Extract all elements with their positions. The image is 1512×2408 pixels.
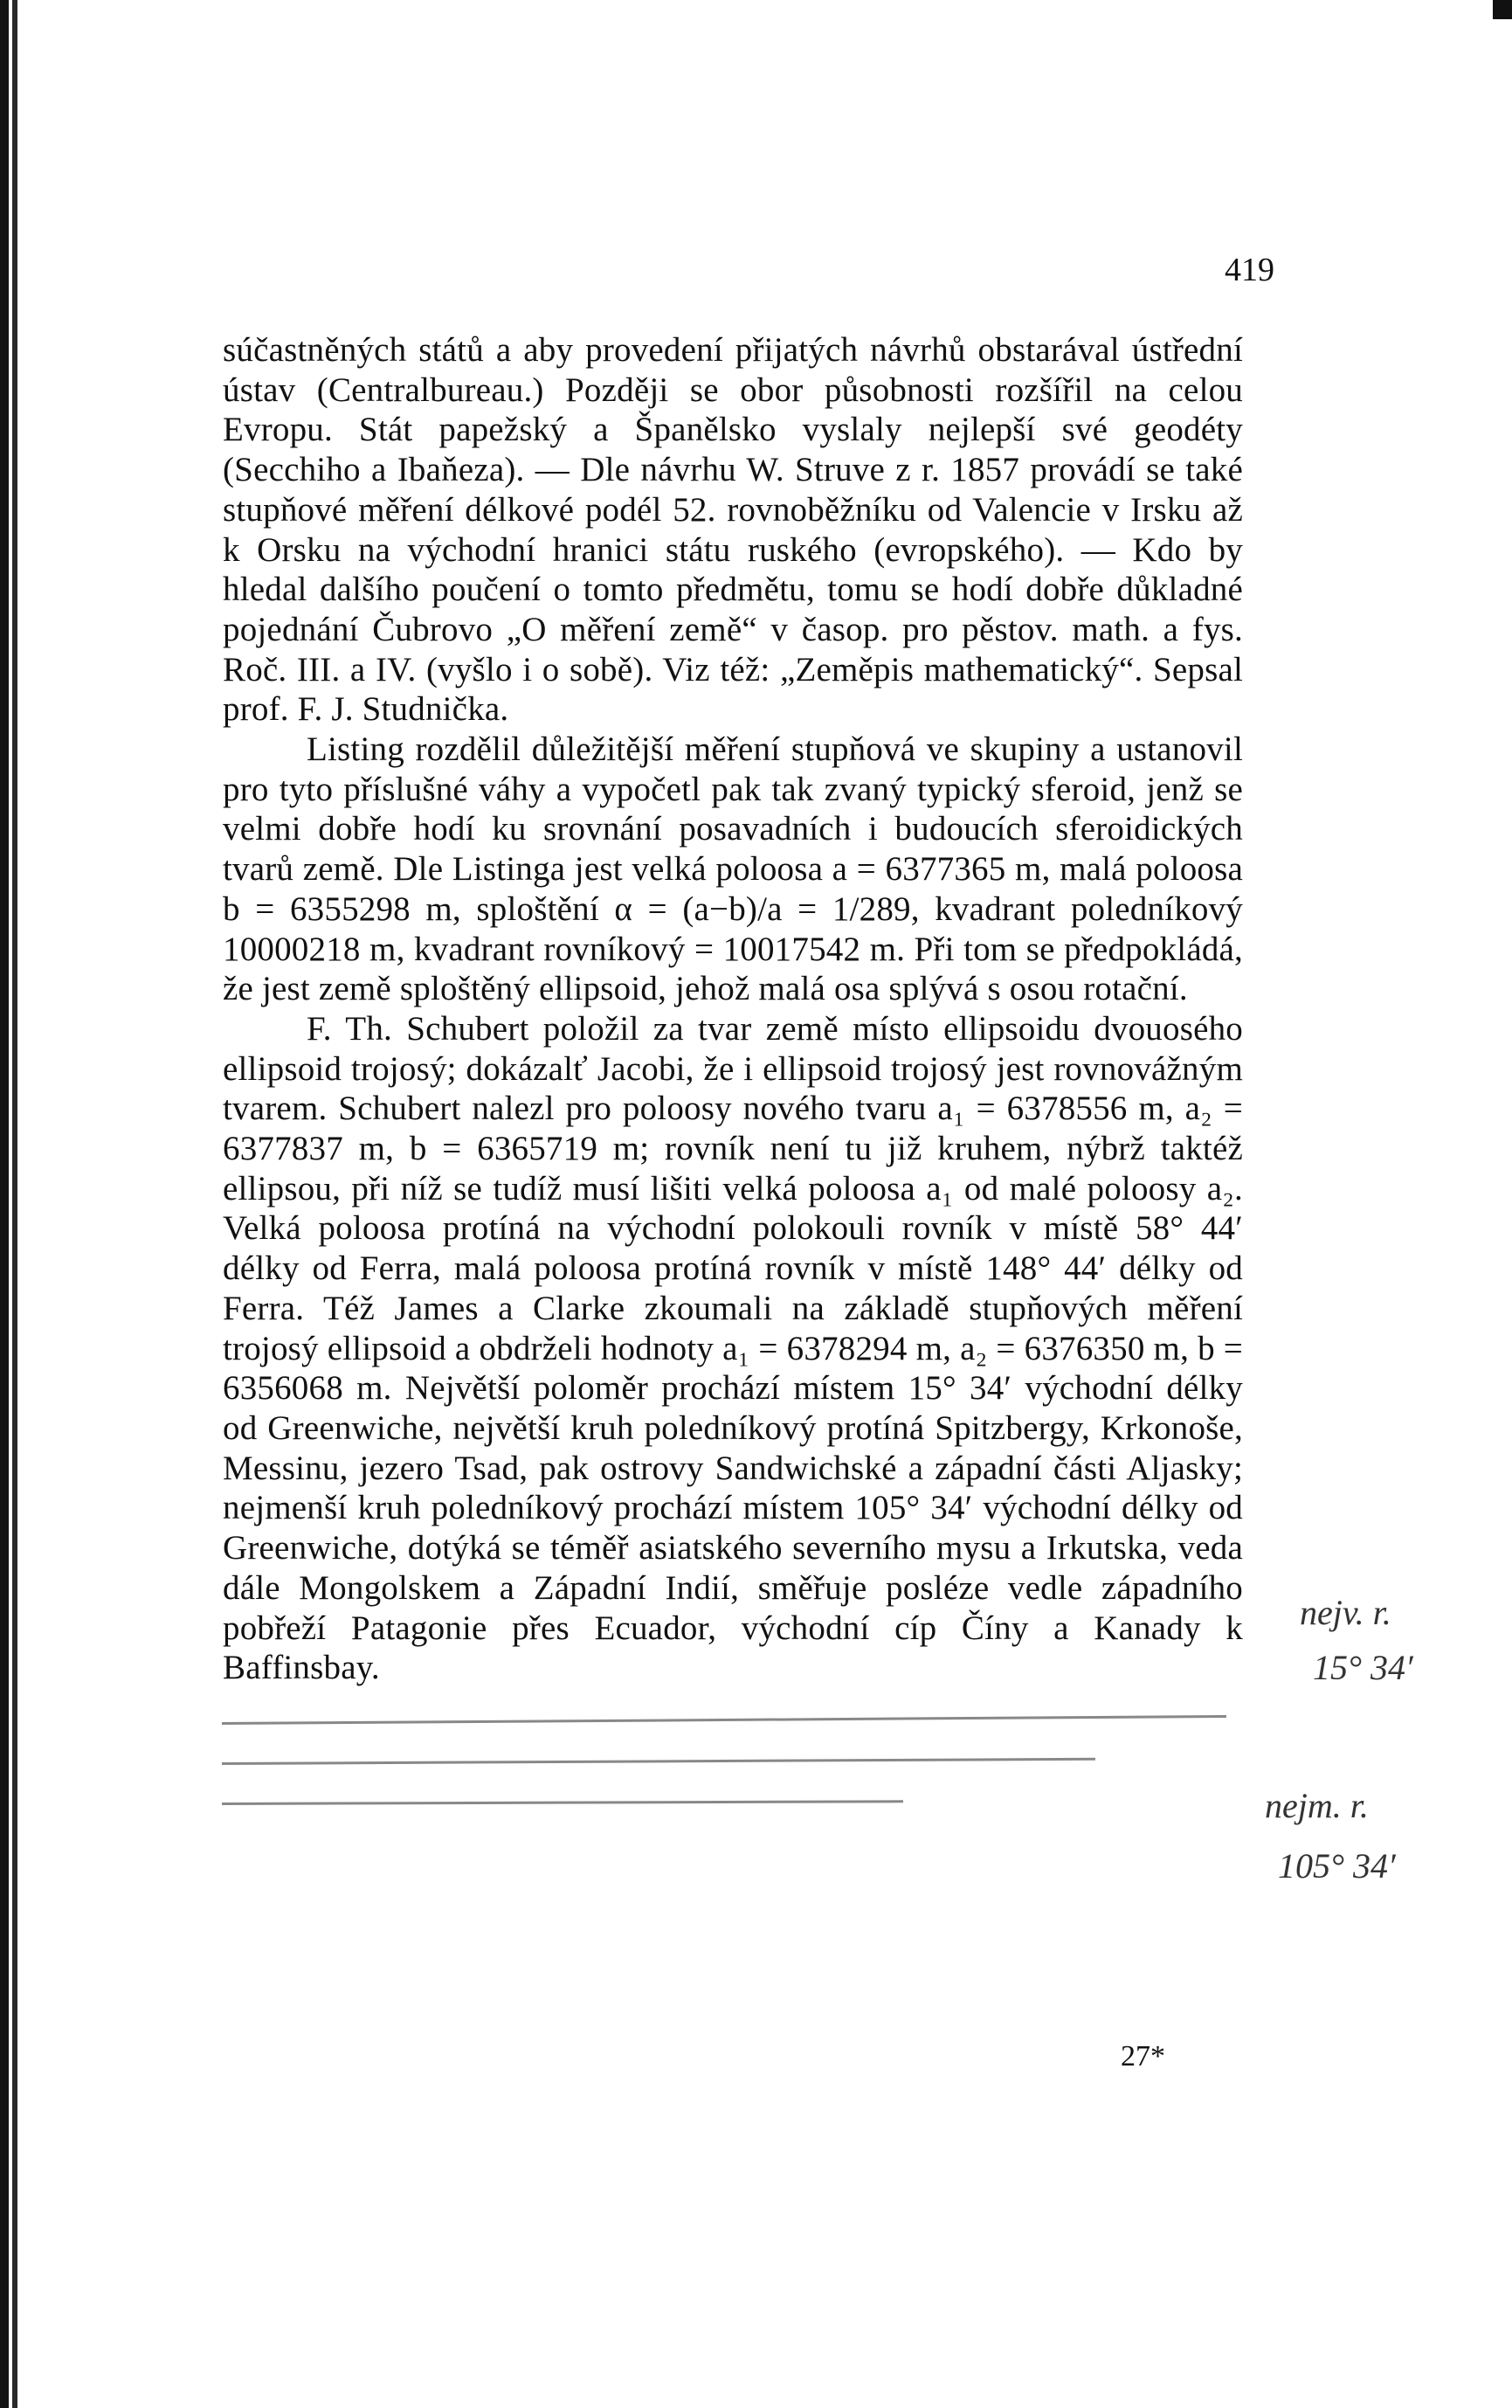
scan-corner-mark (1493, 0, 1512, 19)
body-text (223, 330, 1243, 1688)
margin-note: nejm. r. (1265, 1786, 1369, 1825)
pencil-underline (222, 1800, 903, 1805)
paragraph-3: F. Th. Schubert položil za tvar země místo ellipsoidu dvouosého ellipsoid trojosý; dokázalť Jacobi, že i ellipsoid trojosý jest rovnovážným tvarem. Schubert nalezl pro poloosy nového tvaru a₁ = 6378556 m, a₂ = 6377837 m, b = 6365719 m; rovník není tu již kruhem, nýbrž taktéž ellipsou, při níž se tudíž musí lišiti velká poloosa a₁ od malé poloosy a₂. Velká poloosa protíná na východní polokouli rovník v místě 58° 44′ délky od Ferra, malá poloosa protíná rovník v místě 148° 44′ délky od Ferra. Též James a Clarke zkoumali na základě stupňových měření trojosý ellipsoid a obdrželi hodnoty a₁ = 6378294 m, a₂ = 6376350 m, b = 6356068 m. Největší poloměr prochází místem 15° 34′ východní délky od Greenwiche, největší kruh poledníkový protíná Spitzbergy, Krkonoše, Messinu, jezero Tsad, pak ostrovy Sandwichské a západní části Aljasky; nejmenší kruh poledníkový prochází místem 105° 34′ východní délky od Greenwiche, dotýká se téměř asiatského severního mysu a Irkutska, veda dále Mongolskem a Západní Indií, směřuje posléze vedle západního pobřeží Patagonie přes Ecuador, východní cíp Číny a Kanady k Baffinsbay. (223, 1009, 1243, 1687)
margin-note: nejv. r. (1300, 1593, 1391, 1632)
paragraph-1: súčastněných států a aby provedení přijatých návrhů obstarával ústřední ústav (Centralbureau.) Později se obor působnosti rozšířil na celou Evropu. Stát papežský a Španělsko vyslaly nejlepší své geodéty (Secchiho a Ibaňeza). — Dle návrhu W. Struve z r. 1857 provádí se také stupňové měření délkové podél 52. rovnoběžníku od Valencie v Irsku až k Orsku na východní hranici státu ruského (evropského). — Kdo by hledal dalšího poučení o tomto předmětu, tomu se hodí dobře důkladné pojednání Čubrovo „O měření země“ v časop. pro pěstov. math. a fys. Roč. III. a IV. (vyšlo i o sobě). Viz též: „Zeměpis mathematický“. Sepsal prof. F. J. Studnička. (223, 331, 1243, 729)
pencil-underline (222, 1715, 1226, 1725)
scan-left-edge (0, 0, 9, 2408)
margin-note: 15° 34′ (1313, 1648, 1413, 1687)
pencil-underline (222, 1758, 1095, 1765)
paragraph-2: Listing rozdělil důležitější měření stupňová ve skupiny a ustanovil pro tyto příslušné váhy a vypočetl pak tak zvaný typický sferoid, jenž se velmi dobře hodí ku srovnání posavadních i budoucích sferoidických tvarů země. Dle Listinga jest velká poloosa a = 6377365 m, malá poloosa b = 6355298 m, sploštění α = (a−b)/a = 1/289, kvadrant poledníkový 10000218 m, kvadrant rovníkový = 10017542 m. Při tom se předpokládá, že jest země sploštěný ellipsoid, jehož malá osa splývá s osou rotační. (223, 730, 1243, 1008)
page-number: 419 (1225, 252, 1274, 288)
margin-note: 105° 34′ (1278, 1846, 1396, 1886)
printer-signature: 27* (1121, 2040, 1165, 2072)
